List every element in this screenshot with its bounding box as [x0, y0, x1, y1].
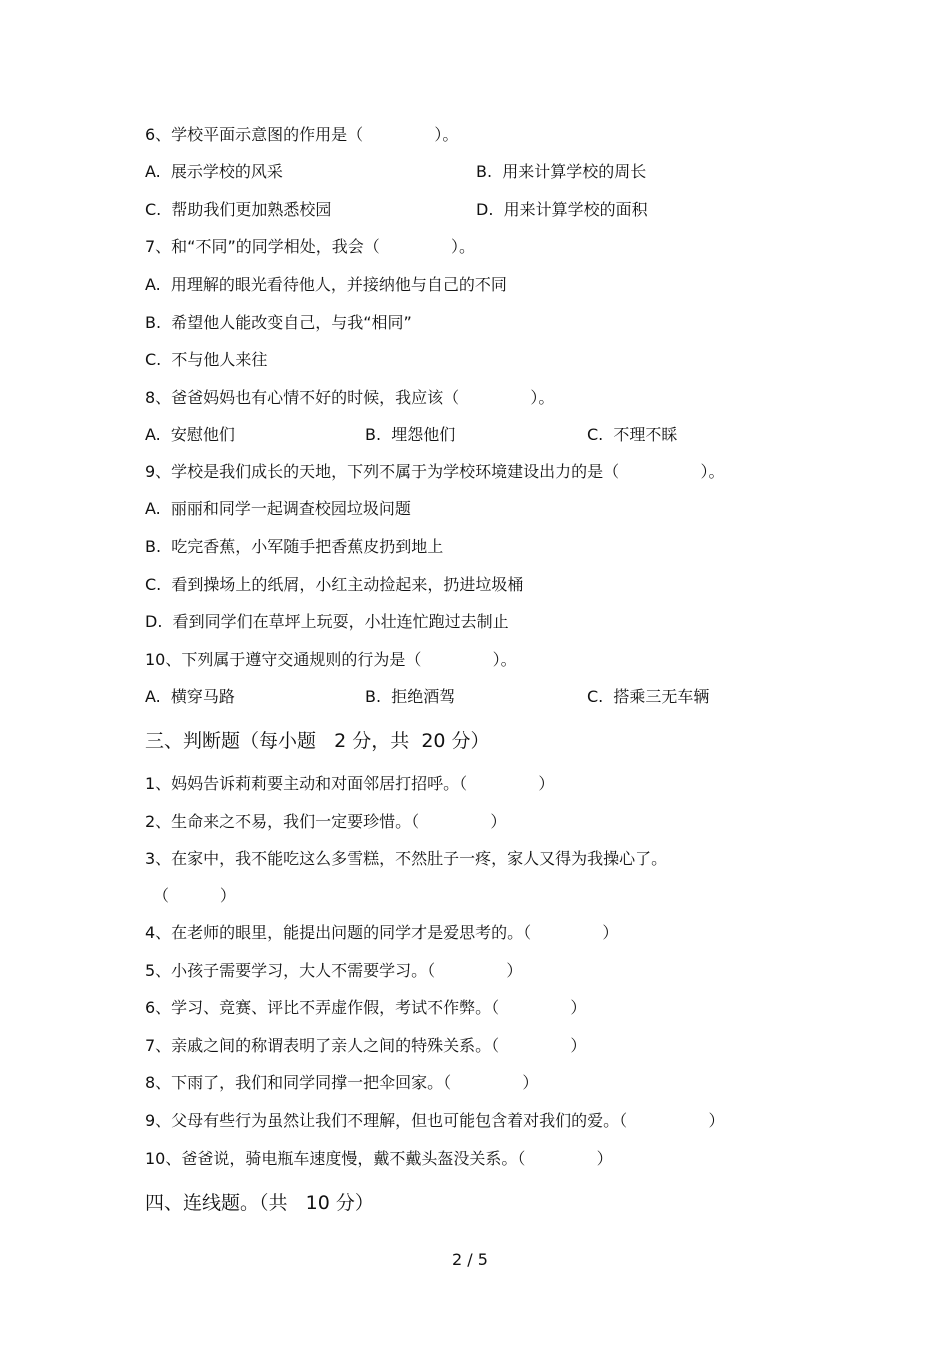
judge-item-5: 5、小孩子需要学习，大人不需要学习。（ ）: [145, 961, 523, 980]
judge-item-6: 6、学习、竞赛、评比不弄虚作假，考试不作弊。（ ）: [145, 998, 587, 1017]
q9-stem: 9、学校是我们成长的天地，下列不属于为学校环境建设出力的是（ ）。: [145, 462, 725, 481]
judge-item-7: 7、亲戚之间的称谓表明了亲人之间的特殊关系。（ ）: [145, 1036, 587, 1055]
q9-option-a: A. 丽丽和同学一起调查校园垃圾问题: [145, 499, 411, 518]
q7-option-a: A. 用理解的眼光看待他人，并接纳他与自己的不同: [145, 275, 507, 294]
q7-option-c: C. 不与他人来往: [145, 350, 268, 369]
q6-option-d: D. 用来计算学校的面积: [476, 200, 648, 219]
judge-item-4: 4、在老师的眼里，能提出问题的同学才是爱思考的。（ ）: [145, 923, 619, 942]
q7-option-b: B. 希望他人能改变自己，与我“相同”: [145, 313, 412, 332]
page-number: 2 / 5: [452, 1250, 488, 1269]
section-4-title: 四、连线题。（共 10 分）: [145, 1192, 374, 1214]
judge-item-3-blank: （ ）: [153, 886, 236, 905]
q10-option-c: C. 搭乘三无车辆: [587, 687, 710, 706]
q8-option-c: C. 不理不睬: [587, 425, 678, 444]
judge-item-10: 10、爸爸说，骑电瓶车速度慢，戴不戴头盔没关系。（ ）: [145, 1149, 613, 1168]
q9-option-c: C. 看到操场上的纸屑，小红主动捡起来，扔进垃圾桶: [145, 575, 524, 594]
q7-stem: 7、和“不同”的同学相处，我会（ ）。: [145, 237, 475, 256]
q9-option-b: B. 吃完香蕉，小军随手把香蕉皮扔到地上: [145, 537, 444, 556]
q6-stem: 6、学校平面示意图的作用是（ ）。: [145, 125, 459, 144]
judge-item-8: 8、下雨了，我们和同学同撑一把伞回家。（ ）: [145, 1073, 539, 1092]
q6-option-c: C. 帮助我们更加熟悉校园: [145, 200, 332, 219]
q10-stem: 10、下列属于遵守交通规则的行为是（ ）。: [145, 650, 517, 669]
judge-item-1: 1、妈妈告诉莉莉要主动和对面邻居打招呼。（ ）: [145, 774, 555, 793]
q8-stem: 8、爸爸妈妈也有心情不好的时候，我应该（ ）。: [145, 388, 555, 407]
q9-option-d: D. 看到同学们在草坪上玩耍，小壮连忙跑过去制止: [145, 612, 509, 631]
q10-option-b: B. 拒绝酒驾: [365, 687, 456, 706]
q6-option-b: B. 用来计算学校的周长: [476, 162, 647, 181]
q8-option-b: B. 埋怨他们: [365, 425, 456, 444]
section-3-title: 三、判断题（每小题 2 分，共 20 分）: [145, 730, 490, 752]
q6-option-a: A. 展示学校的风采: [145, 162, 283, 181]
judge-item-9: 9、父母有些行为虽然让我们不理解，但也可能包含着对我们的爱。（ ）: [145, 1111, 725, 1130]
judge-item-2: 2、生命来之不易，我们一定要珍惜。（ ）: [145, 812, 507, 831]
judge-item-3: 3、在家中，我不能吃这么多雪糕，不然肚子一疼，家人又得为我操心了。: [145, 849, 668, 868]
q10-option-a: A. 横穿马路: [145, 687, 235, 706]
q8-option-a: A. 安慰他们: [145, 425, 235, 444]
